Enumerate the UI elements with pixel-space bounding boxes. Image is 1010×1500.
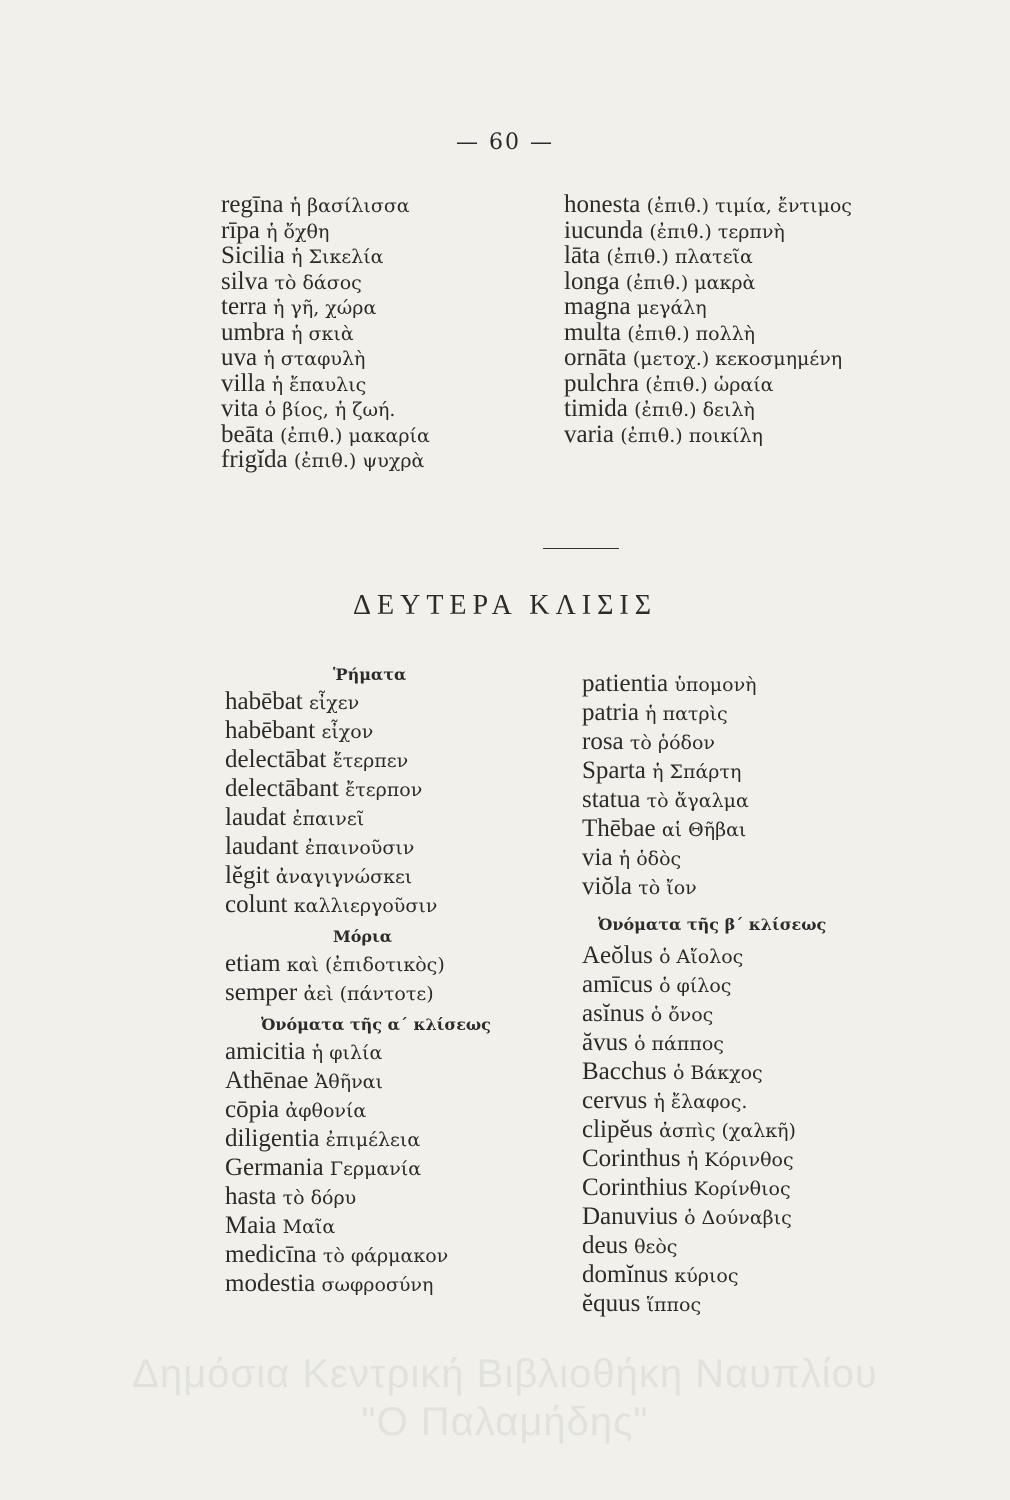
first-declension-heading: Ὀνόματα τῆς α´ κλίσεως (261, 1015, 491, 1034)
latin-word: magna (564, 293, 631, 320)
vocab-entry (564, 216, 852, 245)
vocab-entry (564, 346, 852, 372)
latin-word: domĭnus (582, 1261, 669, 1288)
latin-word: cōpia (225, 1096, 280, 1123)
latin-word: Athēnae (225, 1067, 309, 1094)
latin-word: vita (221, 395, 259, 422)
greek-gloss: ἔτερπεν (332, 750, 409, 772)
greek-gloss: θεὸς (634, 1236, 678, 1258)
latin-word: via (582, 844, 613, 871)
latin-word: villa (221, 369, 266, 397)
top-left-column (221, 193, 430, 474)
right-column (582, 670, 826, 1319)
greek-gloss: ἀεὶ (πάντοτε) (303, 983, 434, 1005)
latin-word: beāta (221, 420, 274, 448)
latin-word: semper (225, 979, 298, 1006)
greek-gloss: αἱ Θῆβαι (661, 819, 747, 841)
vocab-entry (582, 670, 826, 699)
vocab-entry (225, 804, 491, 833)
vocab-entry (221, 448, 430, 474)
vocab-entry (225, 1212, 491, 1241)
vocab-entry (225, 688, 491, 717)
latin-word: Corinthius (582, 1174, 688, 1201)
greek-gloss: ἡ σκιὰ (291, 322, 354, 345)
latin-word: medicīna (225, 1241, 317, 1268)
vocab-entry (225, 950, 491, 979)
greek-gloss: τὸ ῥόδον (629, 732, 715, 754)
latin-word: laudant (225, 833, 299, 860)
greek-gloss: Ἀθῆναι (314, 1071, 383, 1093)
greek-gloss: ἡ Σικελία (291, 246, 384, 268)
vocab-entry (564, 193, 852, 219)
latin-word: ornāta (564, 344, 627, 371)
latin-word: umbra (221, 318, 285, 346)
greek-gloss: ὁ πάππος (634, 1033, 724, 1055)
greek-gloss: Γερμανία (329, 1158, 422, 1180)
top-right-column (564, 193, 852, 448)
latin-word: pulchra (564, 369, 639, 397)
vocab-entry (564, 397, 852, 423)
vocab-entry (582, 1290, 826, 1319)
greek-gloss: ἵππος (646, 1294, 702, 1316)
vocab-entry (564, 267, 852, 296)
vocab-entry (564, 420, 852, 449)
latin-word: ăvus (582, 1029, 628, 1056)
latin-word: lāta (564, 242, 601, 269)
greek-gloss: ὁ Δούναβις (684, 1207, 792, 1229)
vocab-entry (225, 1270, 491, 1299)
greek-gloss: ἀναγιγνώσκει (275, 866, 413, 888)
greek-gloss: ἡ σταφυλὴ (263, 348, 366, 370)
latin-word: frigĭda (221, 446, 288, 473)
vocab-entry (582, 728, 826, 757)
vocab-entry (582, 1232, 826, 1261)
latin-word: diligentia (225, 1125, 320, 1152)
greek-gloss: (ἐπιθ.) τιμία, ἔντιμος (646, 195, 852, 217)
vocab-entry (225, 1125, 491, 1154)
latin-word: Maia (225, 1212, 277, 1239)
vocab-entry (225, 1038, 491, 1067)
greek-gloss: καλλιεργοῦσιν (293, 895, 438, 917)
vocab-entry (582, 1029, 826, 1058)
latin-word: statua (582, 786, 641, 813)
greek-gloss: ἡ βασίλισσα (289, 195, 410, 217)
greek-gloss: (ἐπιθ.) δειλὴ (634, 399, 755, 421)
greek-gloss: (ἐπιθ.) μακρὰ (625, 271, 756, 294)
greek-gloss: (ἐπιθ.) μακαρία (279, 424, 430, 447)
latin-word: Sparta (582, 757, 646, 784)
latin-word: Bacchus (582, 1058, 667, 1085)
greek-gloss: ὁ ὄνος (650, 1004, 714, 1026)
vocab-entry (225, 833, 491, 862)
latin-word: Danuvius (582, 1203, 678, 1230)
greek-gloss: Μαῖα (282, 1216, 336, 1238)
greek-gloss: τὸ ἄγαλμα (646, 790, 749, 812)
vocab-entry (564, 369, 852, 398)
greek-gloss: (ἐπιθ.) τερπνὴ (649, 220, 785, 243)
vocab-entry (582, 757, 826, 786)
latin-word: asĭnus (582, 1000, 645, 1027)
latin-word: uva (221, 344, 258, 371)
latin-word: Thēbae (582, 815, 656, 842)
left-column (225, 662, 491, 1299)
greek-gloss: ἀφθονία (285, 1100, 367, 1122)
greek-gloss: (ἐπιθ.) ψυχρὰ (293, 450, 425, 472)
latin-word: colunt (225, 891, 288, 918)
vocab-entry (221, 346, 430, 372)
vocab-entry (221, 295, 430, 321)
latin-word: delectābant (225, 775, 339, 802)
latin-word: modestia (225, 1270, 316, 1297)
greek-gloss: ἡ ἔπαυλις (271, 373, 367, 396)
latin-word: Sicilia (221, 242, 285, 269)
greek-gloss: (ἐπιθ.) πολλὴ (627, 322, 756, 345)
vocab-entry (225, 746, 491, 775)
latin-word: Germania (225, 1154, 324, 1181)
latin-word: habēbant (225, 717, 316, 744)
latin-word: honesta (564, 191, 641, 218)
latin-word: deus (582, 1232, 628, 1259)
latin-word: iucunda (564, 216, 644, 244)
library-watermark-line-2: "Ο Παλαμήδης" (361, 1400, 649, 1444)
latin-word: longa (564, 267, 620, 295)
greek-gloss: ὁ Βάκχος (672, 1062, 763, 1084)
greek-gloss: ἔτερπον (345, 779, 423, 801)
latin-word: amīcus (582, 971, 653, 998)
vocab-entry (582, 1000, 826, 1029)
latin-word: ĕquus (582, 1290, 641, 1317)
vocab-entry (221, 369, 430, 398)
latin-word: laudat (225, 804, 287, 831)
greek-gloss: τὸ ἴον (638, 877, 697, 899)
greek-gloss: ὁ φίλος (659, 975, 732, 997)
greek-gloss: τὸ δόρυ (282, 1187, 357, 1209)
latin-word: hasta (225, 1183, 277, 1210)
vocab-entry (564, 295, 852, 321)
vocab-entry (582, 699, 826, 728)
vocab-entry (225, 775, 491, 804)
particles-heading: Μόρια (333, 927, 393, 946)
greek-gloss: μεγάλη (636, 297, 707, 319)
latin-word: clipĕus (582, 1116, 653, 1143)
verbs-heading: Ῥήματα (333, 665, 407, 684)
greek-gloss: ἡ ἔλαφος. (653, 1091, 748, 1113)
greek-gloss: τὸ δάσος (274, 271, 362, 294)
vocab-entry (582, 1145, 826, 1174)
latin-word: etiam (225, 950, 281, 977)
vocab-entry (225, 1241, 491, 1270)
vocab-entry (582, 971, 826, 1000)
vocab-entry (221, 216, 430, 245)
greek-gloss: ἡ ὄχθη (266, 220, 330, 243)
greek-gloss: κύριος (674, 1265, 739, 1287)
vocab-entry (225, 1154, 491, 1183)
vocab-entry (582, 1174, 826, 1203)
latin-word: rīpa (221, 216, 260, 244)
greek-gloss: τὸ φάρμακον (322, 1245, 449, 1267)
greek-gloss: ἀσπὶς (χαλκῆ) (659, 1120, 796, 1142)
greek-gloss: ὁ Αἴολος (659, 946, 744, 968)
vocab-entry (582, 873, 826, 902)
latin-word: terra (221, 293, 267, 320)
vocab-entry (225, 1096, 491, 1125)
second-declension-heading: Ὀνόματα τῆς β´ κλίσεως (598, 915, 827, 934)
latin-word: Aeŏlus (582, 942, 653, 969)
section-divider (543, 548, 619, 549)
latin-word: delectābat (225, 746, 327, 773)
latin-word: multa (564, 318, 621, 346)
greek-gloss: ἡ γῆ, χώρα (273, 297, 377, 319)
vocab-entry (582, 844, 826, 873)
vocab-entry (225, 1183, 491, 1212)
vocab-entry (582, 1087, 826, 1116)
greek-gloss: ἐπαινοῦσιν (304, 837, 415, 859)
vocab-entry (582, 786, 826, 815)
vocab-entry (225, 1067, 491, 1096)
page-number: — 60 — (456, 130, 554, 155)
greek-gloss: ἡ Κόρινθος (686, 1149, 794, 1171)
greek-gloss: εἶχον (321, 721, 374, 743)
latin-word: patria (582, 699, 639, 726)
greek-gloss: (ἐπιθ.) ὡραία (645, 373, 774, 396)
greek-gloss: (ἐπιθ.) πλατεῖα (606, 246, 753, 268)
library-watermark-line-1: Δημόσια Κεντρική Βιβλιοθήκη Ναυπλίου (132, 1352, 878, 1396)
greek-gloss: ἡ φιλία (311, 1042, 383, 1064)
vocab-entry (564, 244, 852, 270)
vocab-entry (582, 1058, 826, 1087)
latin-word: cervus (582, 1087, 648, 1114)
greek-gloss: ὁ βίος, ἡ ζωή. (264, 399, 396, 421)
latin-word: silva (221, 267, 269, 295)
section-title: ΔΕΥΤΕΡΑ ΚΛΙΣΙΣ (352, 590, 657, 621)
greek-gloss: ἡ ὁδὸς (618, 848, 682, 870)
vocab-entry (221, 193, 430, 219)
greek-gloss: (ἐπιθ.) ποικίλη (620, 424, 763, 447)
greek-gloss: ἐπαινεῖ (292, 808, 365, 830)
vocab-entry (582, 815, 826, 844)
vocab-entry (582, 1203, 826, 1232)
latin-word: varia (564, 420, 614, 448)
vocab-entry (582, 942, 826, 971)
vocab-entry (221, 420, 430, 449)
latin-word: lĕgit (225, 862, 270, 889)
latin-word: habēbat (225, 688, 303, 715)
greek-gloss: σωφροσύνη (321, 1274, 434, 1296)
vocab-entry (225, 862, 491, 891)
vocab-entry (564, 318, 852, 347)
greek-gloss: εἶχεν (308, 692, 360, 714)
greek-gloss: (μετοχ.) κεκοσμημένη (632, 348, 843, 370)
greek-gloss: ἡ πατρὶς (645, 703, 728, 725)
latin-word: regīna (221, 191, 284, 218)
latin-word: timida (564, 395, 628, 422)
vocab-entry (225, 891, 491, 920)
vocab-entry (225, 979, 491, 1008)
latin-word: amicitia (225, 1038, 306, 1065)
vocab-entry (582, 1261, 826, 1290)
greek-gloss: ἡ Σπάρτη (652, 761, 742, 783)
vocab-entry (221, 244, 430, 270)
greek-gloss: Κορίνθιος (693, 1178, 791, 1200)
vocab-entry (221, 397, 430, 423)
vocab-entry (225, 717, 491, 746)
latin-word: rosa (582, 728, 624, 755)
greek-gloss: ἐπιμέλεια (325, 1129, 421, 1151)
vocab-entry (582, 1116, 826, 1145)
vocab-entry (221, 267, 430, 296)
vocab-entry (221, 318, 430, 347)
latin-word: patientia (582, 670, 669, 697)
latin-word: viŏla (582, 873, 632, 900)
greek-gloss: ὑπομονὴ (674, 674, 757, 696)
latin-word: Corinthus (582, 1145, 681, 1172)
greek-gloss: καὶ (ἐπιδοτικὸς) (286, 954, 445, 976)
